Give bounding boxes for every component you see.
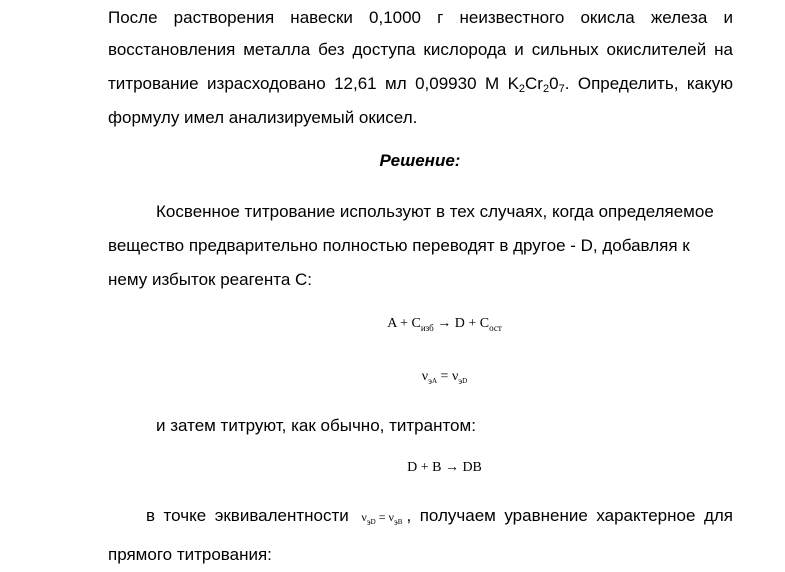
inline-sub-e-b: э (393, 517, 398, 527)
inline-equals: = ν (375, 510, 394, 524)
subscript-k: 2 (518, 83, 526, 95)
paragraph-1-line-2: вещество предварительно полностью переводят в другое - D, добавляя к (108, 236, 690, 255)
eq2-subsub-a: A (431, 377, 438, 385)
problem-line-3 (108, 74, 733, 99)
inline-subsub-b: B (397, 518, 403, 526)
problem-line-3-cr: Cr (525, 74, 543, 93)
eq1-left: A + C (387, 316, 421, 331)
inline-nu-d: ν (361, 510, 367, 524)
problem-line-3-pre: титрование израсходовано 12,61 мл 0,09930 М K (108, 74, 519, 93)
eq2-sub-e-d: э (458, 376, 463, 386)
paragraph-3 (146, 506, 733, 532)
eq1-sub-izb: изб (420, 323, 434, 333)
eq1-sub-ost: ост (489, 323, 502, 333)
solution-heading: Решение: (379, 151, 461, 170)
eq2-equals: = ν (437, 369, 459, 384)
problem-line-4: формулу имел анализируемый окисел. (108, 108, 418, 127)
paragraph-1-line-3: нему избыток реагента С: (108, 270, 313, 289)
eq2-nu-a: ν (421, 369, 429, 384)
paragraph-3-pre: в точке эквивалентности (146, 506, 349, 525)
subscript-o: 7 (558, 83, 565, 95)
eq2-sub-e-a: э (428, 376, 432, 386)
inline-subsub-d: D (370, 518, 376, 526)
inline-equation (361, 507, 402, 532)
eq1-right: → D + C (433, 316, 490, 331)
equation-3: D + B → DB (407, 460, 482, 475)
subscript-cr: 2 (542, 83, 550, 95)
inline-sub-e-d: э (366, 517, 371, 527)
paragraph-3-post: , получаем уравнение характерное для (406, 506, 733, 525)
paragraph-2: и затем титруют, как обычно, титрантом: (156, 416, 476, 435)
problem-line-3-post: . Определить, какую (564, 74, 733, 93)
problem-line-3-o: 0 (549, 74, 559, 93)
equation-1 (52, 316, 785, 333)
paragraph-1-line-1: Косвенное титрование используют в тех случаях, когда определяемое (156, 202, 714, 221)
problem-line-1: После растворения навески 0,1000 г неизвестного окисла железа и (108, 8, 733, 27)
paragraph-4: прямого титрования: (108, 545, 272, 564)
equation-2 (52, 369, 785, 386)
eq2-subsub-d: D (462, 377, 468, 385)
problem-line-2: восстановления металла без доступа кислорода и сильных окислителей на (108, 40, 733, 59)
